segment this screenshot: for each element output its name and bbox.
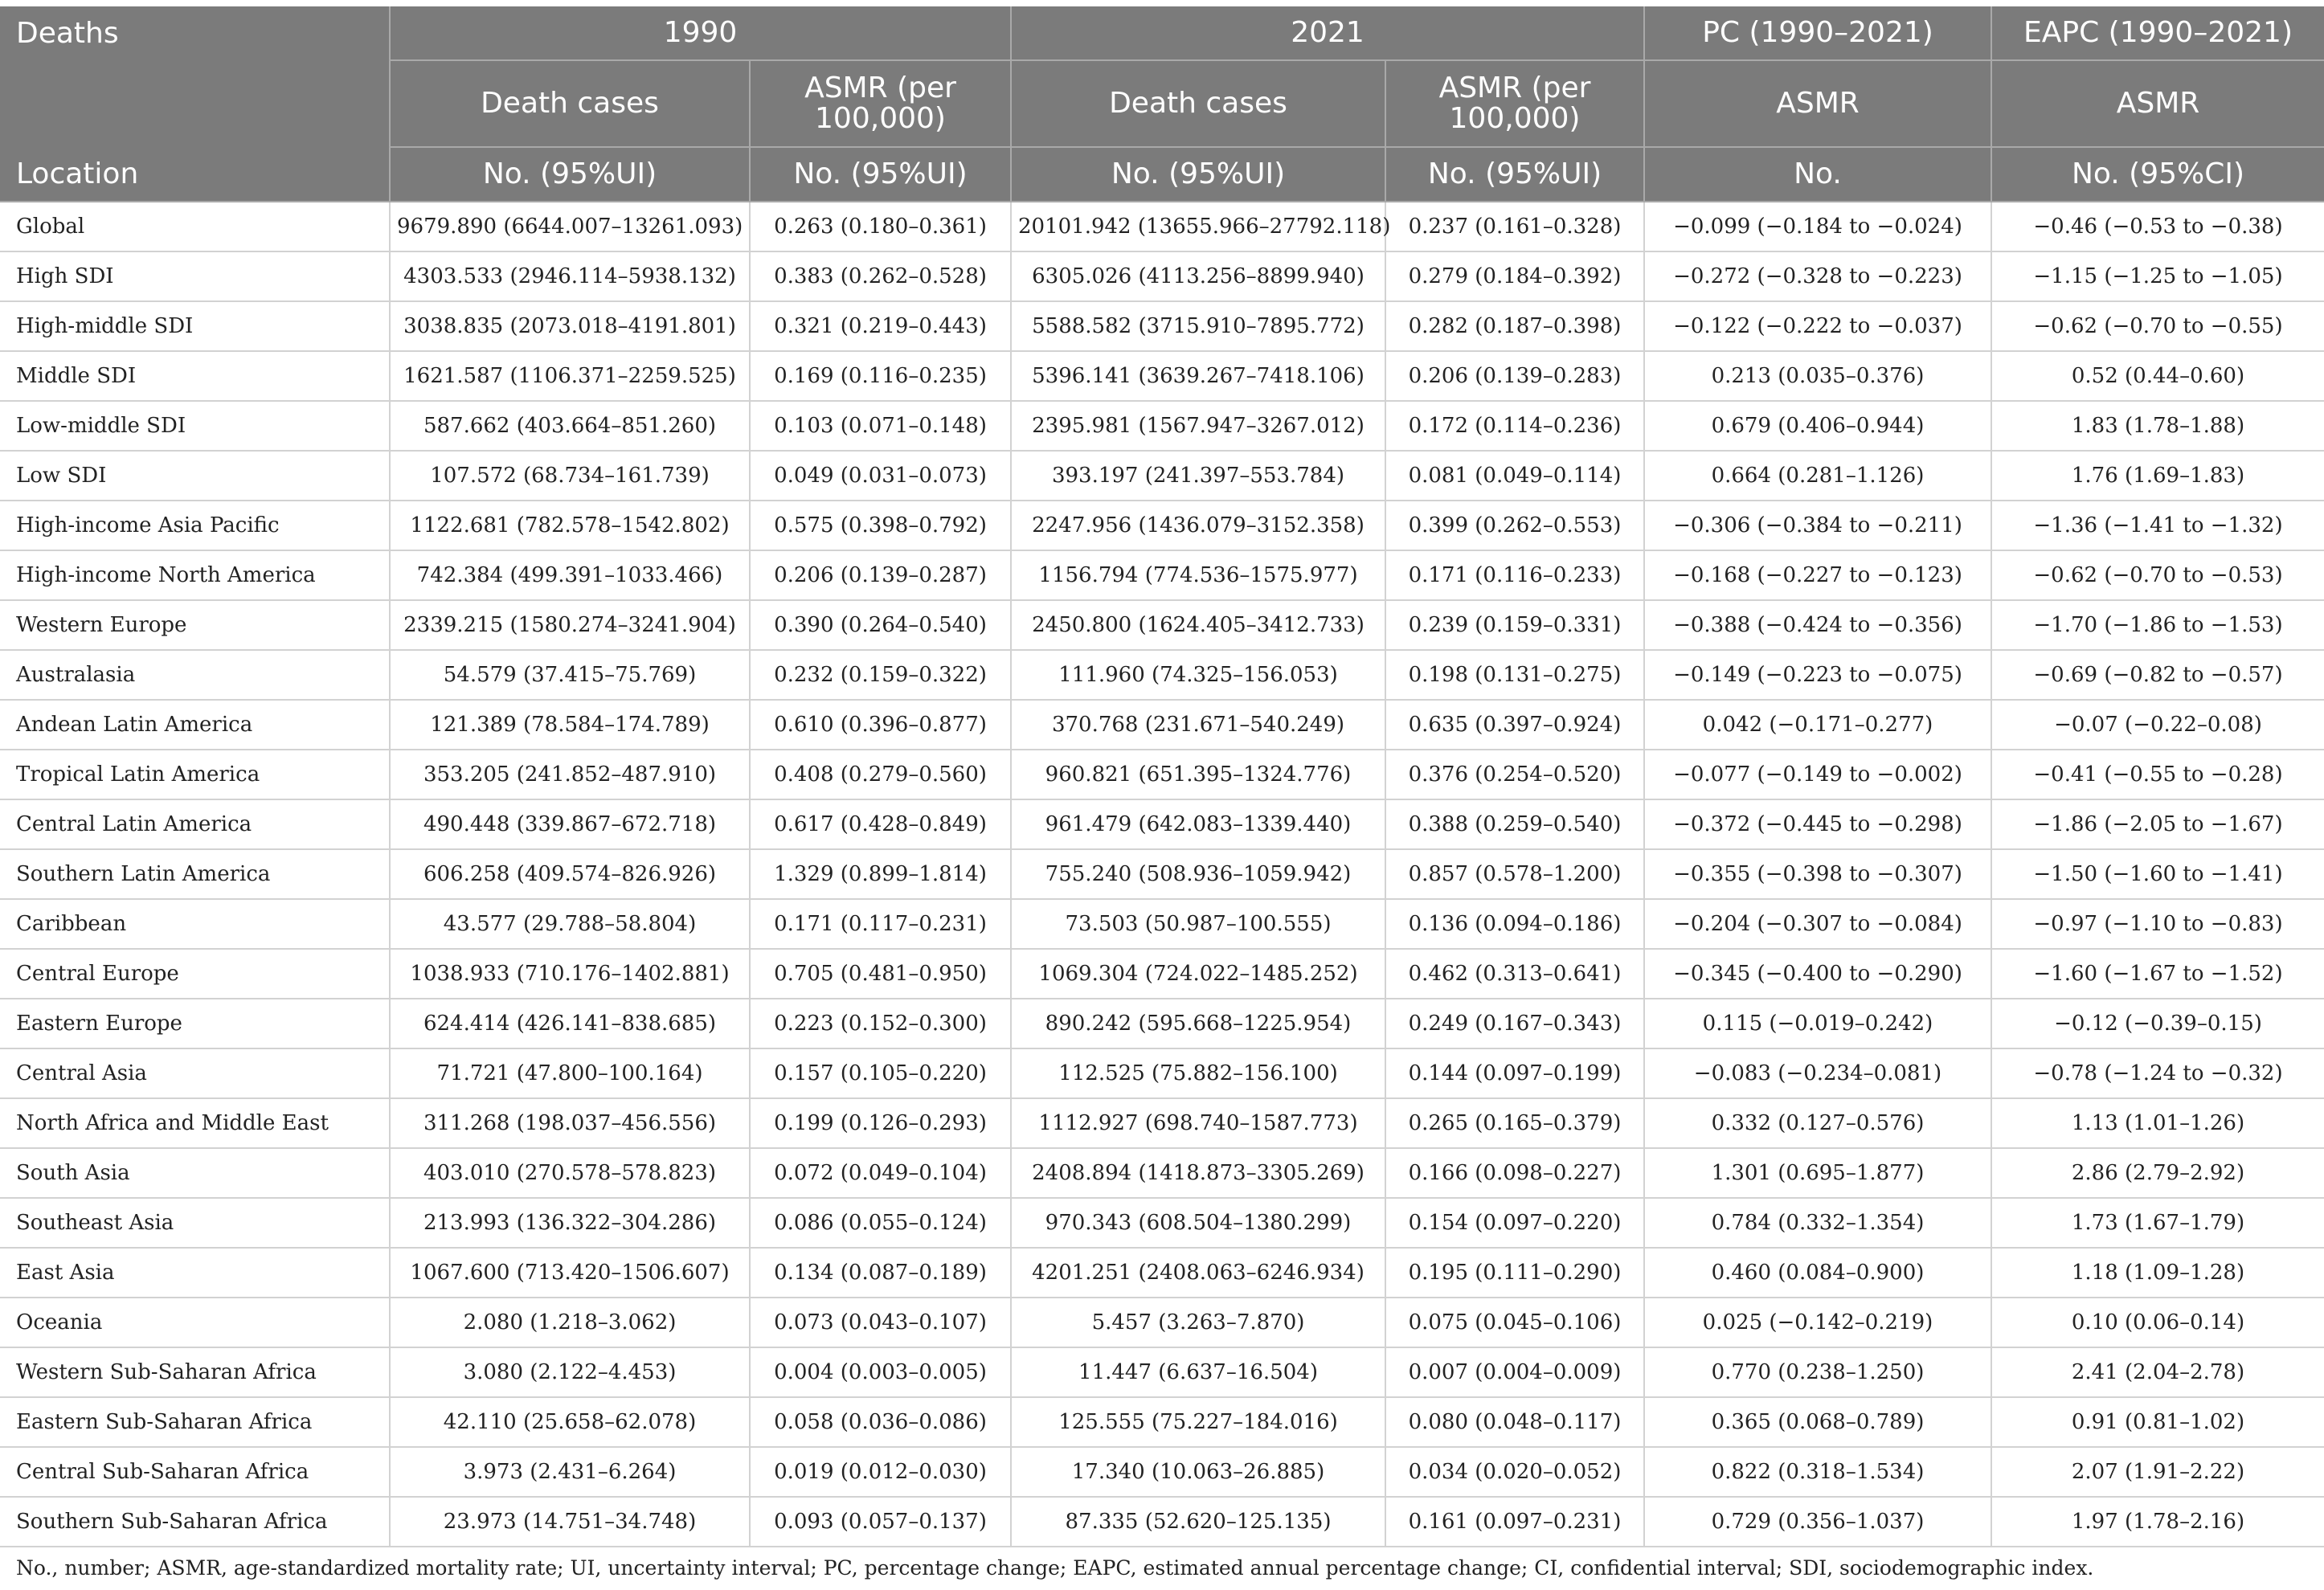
pc-asmr-cell: −0.388 (−0.424 to −0.356) [1644,600,1991,650]
location-cell: Western Europe [0,600,390,650]
death-cases-2021-cell: 73.503 (50.987–100.555) [1011,899,1385,949]
header-asmr-2021: ASMR (per 100,000) [1385,60,1644,147]
asmr-1990-cell: 0.169 (0.116–0.235) [750,351,1011,401]
location-cell: Central Europe [0,949,390,999]
asmr-2021-cell: 0.166 (0.098–0.227) [1385,1148,1644,1198]
location-cell: Southern Latin America [0,849,390,899]
asmr-2021-cell: 0.080 (0.048–0.117) [1385,1397,1644,1447]
pc-asmr-cell: −0.306 (−0.384 to −0.211) [1644,501,1991,550]
death-cases-2021-cell: 5588.582 (3715.910–7895.772) [1011,301,1385,351]
death-cases-1990-cell: 54.579 (37.415–75.769) [390,650,750,700]
location-cell: Low-middle SDI [0,401,390,451]
asmr-2021-cell: 0.388 (0.259–0.540) [1385,799,1644,849]
pc-asmr-cell: 0.770 (0.238–1.250) [1644,1347,1991,1397]
eapc-asmr-cell: −1.86 (−2.05 to −1.67) [1991,799,2324,849]
asmr-2021-cell: 0.376 (0.254–0.520) [1385,750,1644,799]
location-cell: Oceania [0,1298,390,1347]
death-cases-2021-cell: 5396.141 (3639.267–7418.106) [1011,351,1385,401]
asmr-2021-cell: 0.635 (0.397–0.924) [1385,700,1644,750]
pc-asmr-cell: 0.784 (0.332–1.354) [1644,1198,1991,1248]
table-row [0,1148,2324,1198]
location-cell: Eastern Sub-Saharan Africa [0,1397,390,1447]
pc-asmr-cell: 0.042 (−0.171–0.277) [1644,700,1991,750]
death-cases-1990-cell: 3.973 (2.431–6.264) [390,1447,750,1497]
header-death-cases-2021: Death cases [1011,60,1385,147]
table-row [0,849,2324,899]
pc-asmr-cell: 1.301 (0.695–1.877) [1644,1148,1991,1198]
pc-asmr-cell: −0.345 (−0.400 to −0.290) [1644,949,1991,999]
death-cases-1990-cell: 2.080 (1.218–3.062) [390,1298,750,1347]
death-cases-2021-cell: 960.821 (651.395–1324.776) [1011,750,1385,799]
header-year-1990: 1990 [390,6,1011,60]
pc-asmr-cell: −0.077 (−0.149 to −0.002) [1644,750,1991,799]
header-unit-asmr-2021: No. (95%UI) [1385,147,1644,202]
location-cell: Caribbean [0,899,390,949]
asmr-1990-cell: 0.263 (0.180–0.361) [750,202,1011,251]
header-blank [0,60,390,147]
death-cases-1990-cell: 42.110 (25.658–62.078) [390,1397,750,1447]
death-cases-1990-cell: 490.448 (339.867–672.718) [390,799,750,849]
asmr-2021-cell: 0.462 (0.313–0.641) [1385,949,1644,999]
location-cell: Low SDI [0,451,390,501]
asmr-1990-cell: 0.049 (0.031–0.073) [750,451,1011,501]
death-cases-1990-cell: 587.662 (403.664–851.260) [390,401,750,451]
eapc-asmr-cell: −0.97 (−1.10 to −0.83) [1991,899,2324,949]
death-cases-1990-cell: 71.721 (47.800–100.164) [390,1048,750,1098]
death-cases-1990-cell: 4303.533 (2946.114–5938.132) [390,251,750,301]
location-cell: High-income Asia Pacific [0,501,390,550]
pc-asmr-cell: 0.664 (0.281–1.126) [1644,451,1991,501]
death-cases-1990-cell: 2339.215 (1580.274–3241.904) [390,600,750,650]
asmr-1990-cell: 0.383 (0.262–0.528) [750,251,1011,301]
asmr-1990-cell: 0.004 (0.003–0.005) [750,1347,1011,1397]
eapc-asmr-cell: 2.86 (2.79–2.92) [1991,1148,2324,1198]
pc-asmr-cell: −0.149 (−0.223 to −0.075) [1644,650,1991,700]
asmr-2021-cell: 0.195 (0.111–0.290) [1385,1248,1644,1298]
eapc-asmr-cell: −0.62 (−0.70 to −0.55) [1991,301,2324,351]
eapc-asmr-cell: 1.18 (1.09–1.28) [1991,1248,2324,1298]
death-cases-2021-cell: 6305.026 (4113.256–8899.940) [1011,251,1385,301]
death-cases-2021-cell: 2395.981 (1567.947–3267.012) [1011,401,1385,451]
death-cases-2021-cell: 2247.956 (1436.079–3152.358) [1011,501,1385,550]
death-cases-1990-cell: 1038.933 (710.176–1402.881) [390,949,750,999]
pc-asmr-cell: 0.679 (0.406–0.944) [1644,401,1991,451]
eapc-asmr-cell: 0.91 (0.81–1.02) [1991,1397,2324,1447]
asmr-1990-cell: 0.321 (0.219–0.443) [750,301,1011,351]
death-cases-1990-cell: 43.577 (29.788–58.804) [390,899,750,949]
asmr-1990-cell: 0.617 (0.428–0.849) [750,799,1011,849]
header-pc: PC (1990–2021) [1644,6,1991,60]
location-cell: Australasia [0,650,390,700]
death-cases-1990-cell: 107.572 (68.734–161.739) [390,451,750,501]
asmr-2021-cell: 0.007 (0.004–0.009) [1385,1347,1644,1397]
death-cases-1990-cell: 3038.835 (2073.018–4191.801) [390,301,750,351]
death-cases-1990-cell: 121.389 (78.584–174.789) [390,700,750,750]
death-cases-1990-cell: 213.993 (136.322–304.286) [390,1198,750,1248]
pc-asmr-cell: 0.822 (0.318–1.534) [1644,1447,1991,1497]
eapc-asmr-cell: 1.97 (1.78–2.16) [1991,1497,2324,1547]
death-cases-1990-cell: 1621.587 (1106.371–2259.525) [390,351,750,401]
table-row [0,700,2324,750]
header-unit-death-2021: No. (95%UI) [1011,147,1385,202]
asmr-2021-cell: 0.265 (0.165–0.379) [1385,1098,1644,1148]
asmr-1990-cell: 0.157 (0.105–0.220) [750,1048,1011,1098]
header-year-2021: 2021 [1011,6,1644,60]
location-cell: Central Asia [0,1048,390,1098]
table-body [0,202,2324,1547]
death-cases-2021-cell: 11.447 (6.637–16.504) [1011,1347,1385,1397]
eapc-asmr-cell: 1.73 (1.67–1.79) [1991,1198,2324,1248]
table-row [0,501,2324,550]
table-row [0,1497,2324,1547]
death-cases-2021-cell: 1112.927 (698.740–1587.773) [1011,1098,1385,1148]
table-row [0,799,2324,849]
death-cases-1990-cell: 3.080 (2.122–4.453) [390,1347,750,1397]
eapc-asmr-cell: −1.70 (−1.86 to −1.53) [1991,600,2324,650]
asmr-2021-cell: 0.857 (0.578–1.200) [1385,849,1644,899]
asmr-2021-cell: 0.399 (0.262–0.553) [1385,501,1644,550]
table-row [0,600,2324,650]
table-row [0,899,2324,949]
table-row [0,251,2324,301]
header-unit-pc: No. [1644,147,1991,202]
asmr-1990-cell: 0.232 (0.159–0.322) [750,650,1011,700]
table-row [0,1098,2324,1148]
location-cell: Andean Latin America [0,700,390,750]
table-footnote: No., number; ASMR, age-standardized mortality rate; UI, uncertainty interval; PC, percentage change; EAPC, estimated annual percentage change; CI, confidential interval; SDI, sociodemographic index. [16,1556,2094,1580]
pc-asmr-cell: 0.365 (0.068–0.789) [1644,1397,1991,1447]
asmr-1990-cell: 0.199 (0.126–0.293) [750,1098,1011,1148]
header-asmr-1990: ASMR (per 100,000) [750,60,1011,147]
asmr-1990-cell: 0.206 (0.139–0.287) [750,550,1011,600]
eapc-asmr-cell: −0.78 (−1.24 to −0.32) [1991,1048,2324,1098]
eapc-asmr-cell: 0.10 (0.06–0.14) [1991,1298,2324,1347]
pc-asmr-cell: 0.213 (0.035–0.376) [1644,351,1991,401]
location-cell: North Africa and Middle East [0,1098,390,1148]
eapc-asmr-cell: −0.12 (−0.39–0.15) [1991,999,2324,1048]
table-row [0,451,2324,501]
asmr-2021-cell: 0.034 (0.020–0.052) [1385,1447,1644,1497]
table-row [0,1447,2324,1497]
location-cell: East Asia [0,1248,390,1298]
location-cell: South Asia [0,1148,390,1198]
eapc-asmr-cell: 1.76 (1.69–1.83) [1991,451,2324,501]
asmr-1990-cell: 0.575 (0.398–0.792) [750,501,1011,550]
header-death-cases-1990: Death cases [390,60,750,147]
death-cases-2021-cell: 370.768 (231.671–540.249) [1011,700,1385,750]
asmr-1990-cell: 0.019 (0.012–0.030) [750,1447,1011,1497]
header-unit-eapc: No. (95%CI) [1991,147,2324,202]
table-row [0,1198,2324,1248]
death-cases-1990-cell: 23.973 (14.751–34.748) [390,1497,750,1547]
table-row [0,999,2324,1048]
header-eapc: EAPC (1990–2021) [1991,6,2324,60]
location-cell: Western Sub-Saharan Africa [0,1347,390,1397]
asmr-2021-cell: 0.279 (0.184–0.392) [1385,251,1644,301]
pc-asmr-cell: −0.122 (−0.222 to −0.037) [1644,301,1991,351]
eapc-asmr-cell: 1.13 (1.01–1.26) [1991,1098,2324,1148]
asmr-2021-cell: 0.172 (0.114–0.236) [1385,401,1644,451]
header-pc-asmr: ASMR [1644,60,1991,147]
table-row [0,550,2324,600]
eapc-asmr-cell: −1.50 (−1.60 to −1.41) [1991,849,2324,899]
asmr-1990-cell: 0.073 (0.043–0.107) [750,1298,1011,1347]
eapc-asmr-cell: −1.60 (−1.67 to −1.52) [1991,949,2324,999]
death-cases-2021-cell: 112.525 (75.882–156.100) [1011,1048,1385,1098]
header-eapc-asmr: ASMR [1991,60,2324,147]
pc-asmr-cell: −0.099 (−0.184 to −0.024) [1644,202,1991,251]
table-row [0,1397,2324,1447]
eapc-asmr-cell: −0.07 (−0.22–0.08) [1991,700,2324,750]
death-cases-2021-cell: 393.197 (241.397–553.784) [1011,451,1385,501]
location-cell: High-middle SDI [0,301,390,351]
asmr-1990-cell: 0.072 (0.049–0.104) [750,1148,1011,1198]
death-cases-2021-cell: 890.242 (595.668–1225.954) [1011,999,1385,1048]
death-cases-1990-cell: 606.258 (409.574–826.926) [390,849,750,899]
pc-asmr-cell: 0.332 (0.127–0.576) [1644,1098,1991,1148]
asmr-1990-cell: 0.134 (0.087–0.189) [750,1248,1011,1298]
eapc-asmr-cell: −1.36 (−1.41 to −1.32) [1991,501,2324,550]
asmr-2021-cell: 0.154 (0.097–0.220) [1385,1198,1644,1248]
location-cell: Eastern Europe [0,999,390,1048]
pc-asmr-cell: −0.204 (−0.307 to −0.084) [1644,899,1991,949]
location-cell: Southern Sub-Saharan Africa [0,1497,390,1547]
table-row [0,351,2324,401]
death-cases-2021-cell: 961.479 (642.083–1339.440) [1011,799,1385,849]
eapc-asmr-cell: −0.62 (−0.70 to −0.53) [1991,550,2324,600]
asmr-2021-cell: 0.282 (0.187–0.398) [1385,301,1644,351]
death-cases-2021-cell: 2450.800 (1624.405–3412.733) [1011,600,1385,650]
pc-asmr-cell: −0.355 (−0.398 to −0.307) [1644,849,1991,899]
death-cases-2021-cell: 5.457 (3.263–7.870) [1011,1298,1385,1347]
table-row [0,1248,2324,1298]
eapc-asmr-cell: −0.41 (−0.55 to −0.28) [1991,750,2324,799]
eapc-asmr-cell: −1.15 (−1.25 to −1.05) [1991,251,2324,301]
header-unit-death-1990: No. (95%UI) [390,147,750,202]
asmr-2021-cell: 0.081 (0.049–0.114) [1385,451,1644,501]
death-cases-2021-cell: 970.343 (608.504–1380.299) [1011,1198,1385,1248]
asmr-2021-cell: 0.198 (0.131–0.275) [1385,650,1644,700]
death-cases-2021-cell: 87.335 (52.620–125.135) [1011,1497,1385,1547]
death-cases-2021-cell: 17.340 (10.063–26.885) [1011,1447,1385,1497]
location-cell: Global [0,202,390,251]
asmr-2021-cell: 0.136 (0.094–0.186) [1385,899,1644,949]
death-cases-2021-cell: 4201.251 (2408.063–6246.934) [1011,1248,1385,1298]
location-cell: High SDI [0,251,390,301]
asmr-2021-cell: 0.249 (0.167–0.343) [1385,999,1644,1048]
header-unit-asmr-1990: No. (95%UI) [750,147,1011,202]
asmr-2021-cell: 0.144 (0.097–0.199) [1385,1048,1644,1098]
location-cell: Tropical Latin America [0,750,390,799]
table-row [0,202,2324,251]
table-row [0,1347,2324,1397]
asmr-1990-cell: 0.058 (0.036–0.086) [750,1397,1011,1447]
location-cell: High-income North America [0,550,390,600]
asmr-2021-cell: 0.237 (0.161–0.328) [1385,202,1644,251]
asmr-1990-cell: 0.408 (0.279–0.560) [750,750,1011,799]
pc-asmr-cell: −0.272 (−0.328 to −0.223) [1644,251,1991,301]
asmr-1990-cell: 0.390 (0.264–0.540) [750,600,1011,650]
pc-asmr-cell: −0.168 (−0.227 to −0.123) [1644,550,1991,600]
death-cases-1990-cell: 9679.890 (6644.007–13261.093) [390,202,750,251]
asmr-2021-cell: 0.161 (0.097–0.231) [1385,1497,1644,1547]
asmr-1990-cell: 0.093 (0.057–0.137) [750,1497,1011,1547]
table-row [0,949,2324,999]
death-cases-1990-cell: 1122.681 (782.578–1542.802) [390,501,750,550]
death-cases-2021-cell: 1069.304 (724.022–1485.252) [1011,949,1385,999]
eapc-asmr-cell: −0.69 (−0.82 to −0.57) [1991,650,2324,700]
asmr-2021-cell: 0.075 (0.045–0.106) [1385,1298,1644,1347]
death-cases-1990-cell: 624.414 (426.141–838.685) [390,999,750,1048]
eapc-asmr-cell: 1.83 (1.78–1.88) [1991,401,2324,451]
asmr-1990-cell: 1.329 (0.899–1.814) [750,849,1011,899]
eapc-asmr-cell: −0.46 (−0.53 to −0.38) [1991,202,2324,251]
asmr-1990-cell: 0.705 (0.481–0.950) [750,949,1011,999]
header-deaths: Deaths [0,6,390,60]
asmr-2021-cell: 0.171 (0.116–0.233) [1385,550,1644,600]
death-cases-1990-cell: 403.010 (270.578–578.823) [390,1148,750,1198]
pc-asmr-cell: 0.729 (0.356–1.037) [1644,1497,1991,1547]
table-row [0,301,2324,351]
death-cases-1990-cell: 742.384 (499.391–1033.466) [390,550,750,600]
death-cases-2021-cell: 1156.794 (774.536–1575.977) [1011,550,1385,600]
table-row [0,401,2324,451]
death-cases-2021-cell: 755.240 (508.936–1059.942) [1011,849,1385,899]
death-cases-2021-cell: 111.960 (74.325–156.053) [1011,650,1385,700]
location-cell: Central Sub-Saharan Africa [0,1447,390,1497]
table-row [0,650,2324,700]
asmr-1990-cell: 0.610 (0.396–0.877) [750,700,1011,750]
table-row [0,1298,2324,1347]
pc-asmr-cell: 0.460 (0.084–0.900) [1644,1248,1991,1298]
death-cases-2021-cell: 20101.942 (13655.966–27792.118) [1011,202,1385,251]
location-cell: Southeast Asia [0,1198,390,1248]
pc-asmr-cell: −0.372 (−0.445 to −0.298) [1644,799,1991,849]
eapc-asmr-cell: 2.07 (1.91–2.22) [1991,1447,2324,1497]
death-cases-2021-cell: 2408.894 (1418.873–3305.269) [1011,1148,1385,1198]
asmr-1990-cell: 0.223 (0.152–0.300) [750,999,1011,1048]
pc-asmr-cell: 0.115 (−0.019–0.242) [1644,999,1991,1048]
death-cases-1990-cell: 311.268 (198.037–456.556) [390,1098,750,1148]
asmr-1990-cell: 0.103 (0.071–0.148) [750,401,1011,451]
pc-asmr-cell: −0.083 (−0.234–0.081) [1644,1048,1991,1098]
table-row [0,750,2324,799]
location-cell: Central Latin America [0,799,390,849]
asmr-1990-cell: 0.171 (0.117–0.231) [750,899,1011,949]
table-header [0,6,2324,202]
asmr-2021-cell: 0.239 (0.159–0.331) [1385,600,1644,650]
death-cases-1990-cell: 1067.600 (713.420–1506.607) [390,1248,750,1298]
eapc-asmr-cell: 0.52 (0.44–0.60) [1991,351,2324,401]
death-cases-2021-cell: 125.555 (75.227–184.016) [1011,1397,1385,1447]
header-location: Location [0,147,390,202]
asmr-2021-cell: 0.206 (0.139–0.283) [1385,351,1644,401]
eapc-asmr-cell: 2.41 (2.04–2.78) [1991,1347,2324,1397]
location-cell: Middle SDI [0,351,390,401]
deaths-table [0,6,2324,1547]
death-cases-1990-cell: 353.205 (241.852–487.910) [390,750,750,799]
pc-asmr-cell: 0.025 (−0.142–0.219) [1644,1298,1991,1347]
table-row [0,1048,2324,1098]
asmr-1990-cell: 0.086 (0.055–0.124) [750,1198,1011,1248]
